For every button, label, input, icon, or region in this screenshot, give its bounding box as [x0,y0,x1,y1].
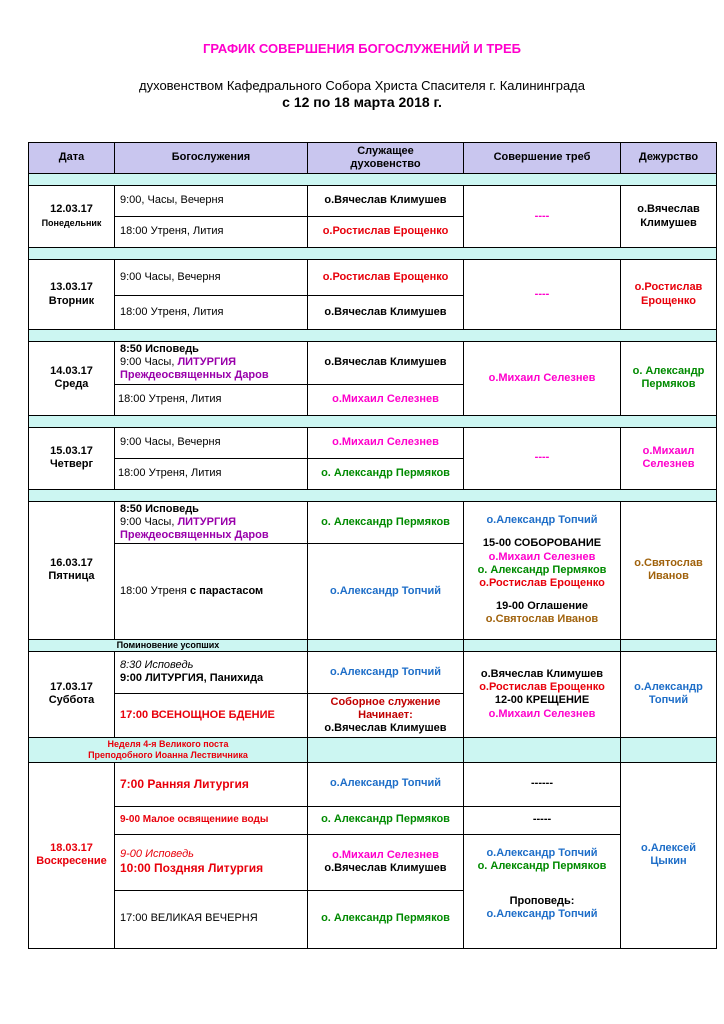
table-row [29,834,717,890]
schedule-table [28,142,717,949]
service-cell: 9-00 Малое освящениие воды [115,806,308,834]
table-row [29,501,717,544]
memorial-row [29,640,717,652]
table-row [29,186,717,217]
sunday-title: Неделя 4-я Великого поста Преподобного Иоанна Лествичника [29,737,308,762]
separator-row [29,248,717,260]
table-row [29,427,717,458]
rites-cell: ----- [464,806,621,834]
clergy-cell: о.Ростислав Ерощенко [308,217,464,248]
service-cell: 9:00 Часы, Вечерня [115,260,308,296]
col-clergy: Служащее духовенство [308,143,464,174]
service-cell: 18:00 Утреня с парастасом [115,544,308,640]
memorial-label: Поминовение усопших [29,640,308,652]
table-row [29,342,717,385]
separator-row [29,174,717,186]
col-services: Богослужения [115,143,308,174]
rites-cell: о.Александр Топчий о. Александр Пермяков Проповедь: о.Александр Топчий [464,834,621,948]
duty-cell: о.Алексей Цыкин [621,762,717,948]
clergy-cell: о.Ростислав Ерощенко [308,260,464,296]
col-date: Дата [29,143,115,174]
separator-row [29,330,717,342]
sunday-title-row [29,737,717,762]
period: с 12 по 18 марта 2018 г. [282,94,442,110]
clergy-cell: о.Александр Топчий [308,651,464,693]
date-cell: 13.03.17 Вторник [29,260,115,330]
duty-cell: о.Ростислав Ерощенко [621,260,717,330]
clergy-cell: о.Михаил Селезнев [308,384,464,415]
clergy-cell: Соборное служение Начинает: о.Вячеслав Климушев [308,693,464,737]
clergy-cell: о. Александр Пермяков [308,501,464,544]
duty-cell: о. Александр Пермяков [621,342,717,416]
rites-cell: ---- [464,260,621,330]
date-cell: 18.03.17 Воскресение [29,762,115,948]
table-row [29,806,717,834]
date-cell: 12.03.17 Понедельник [29,186,115,248]
rites-cell: о.Вячеслав Климушев о.Ростислав Ерощенко 12-00 КРЕЩЕНИЕ о.Михаил Селезнев [464,651,621,737]
duty-cell: о.Вячеслав Климушев [621,186,717,248]
service-cell: 8:30 Исповедь 9:00 ЛИТУРГИЯ, Панихида [115,651,308,693]
clergy-cell: о.Вячеслав Климушев [308,186,464,217]
col-duty: Дежурство [621,143,717,174]
service-cell: 17:00 ВСЕНОЩНОЕ БДЕНИЕ [115,693,308,737]
service-cell: 17:00 ВЕЛИКАЯ ВЕЧЕРНЯ [115,890,308,948]
service-cell: 18:00 Утреня, Лития [115,384,308,415]
clergy-cell: о. Александр Пермяков [308,458,464,489]
clergy-cell: о. Александр Пермяков [308,806,464,834]
date-cell: 16.03.17 Пятница [29,501,115,640]
rites-cell: ---- [464,186,621,248]
rites-cell: ---- [464,427,621,489]
separator-row [29,489,717,501]
page-title: ГРАФИК СОВЕРШЕНИЯ БОГОСЛУЖЕНИЙ И ТРЕБ [202,41,521,56]
clergy-cell: о.Вячеслав Климушев [308,342,464,385]
service-cell: 9:00, Часы, Вечерня [115,186,308,217]
clergy-cell: о. Александр Пермяков [308,890,464,948]
date-cell: 14.03.17 Среда [29,342,115,416]
table-row [29,651,717,693]
duty-cell: о.Михаил Селезнев [621,427,717,489]
clergy-cell: о.Михаил Селезнев [308,427,464,458]
date-cell: 17.03.17 Суббота [29,651,115,737]
table-row [29,260,717,296]
clergy-cell: о.Александр Топчий [308,762,464,806]
service-cell: 8:50 Исповедь 9:00 Часы, ЛИТУРГИЯ Преждеосвященных Даров [115,501,308,544]
service-cell: 9-00 Исповедь 10:00 Поздняя Литургия [115,834,308,890]
duty-cell: о.Святослав Иванов [621,501,717,640]
col-rites: Совершение треб [464,143,621,174]
duty-cell: о.Александр Топчий [621,651,717,737]
table-row [29,762,717,806]
rites-cell: ------ [464,762,621,806]
clergy-cell: о.Вячеслав Климушев [308,296,464,330]
date-cell: 15.03.17 Четверг [29,427,115,489]
service-cell: 9:00 Часы, Вечерня [115,427,308,458]
header-row [29,143,717,174]
clergy-cell: о.Александр Топчий [308,544,464,640]
rites-cell: о.Михаил Селезнев [464,342,621,416]
subtitle: духовенством Кафедрального Собора Христа Спасителя г. Калининграда [139,78,585,93]
service-cell: 18:00 Утреня, Лития [115,217,308,248]
clergy-cell: о.Михаил Селезнев о.Вячеслав Климушев [308,834,464,890]
separator-row [29,415,717,427]
service-cell: 18:00 Утреня, Лития [115,296,308,330]
service-cell: 8:50 Исповедь 9:00 Часы, ЛИТУРГИЯ Преждеосвященных Даров [115,342,308,385]
service-cell: 18:00 Утреня, Лития [115,458,308,489]
rites-cell: о.Александр Топчий 15-00 СОБОРОВАНИЕ о.Михаил Селезнев о. Александр Пермяков о.Ростислав Ерощенко 19-00 Оглашение о.Святослав Иванов [464,501,621,640]
service-cell: 7:00 Ранняя Литургия [115,762,308,806]
